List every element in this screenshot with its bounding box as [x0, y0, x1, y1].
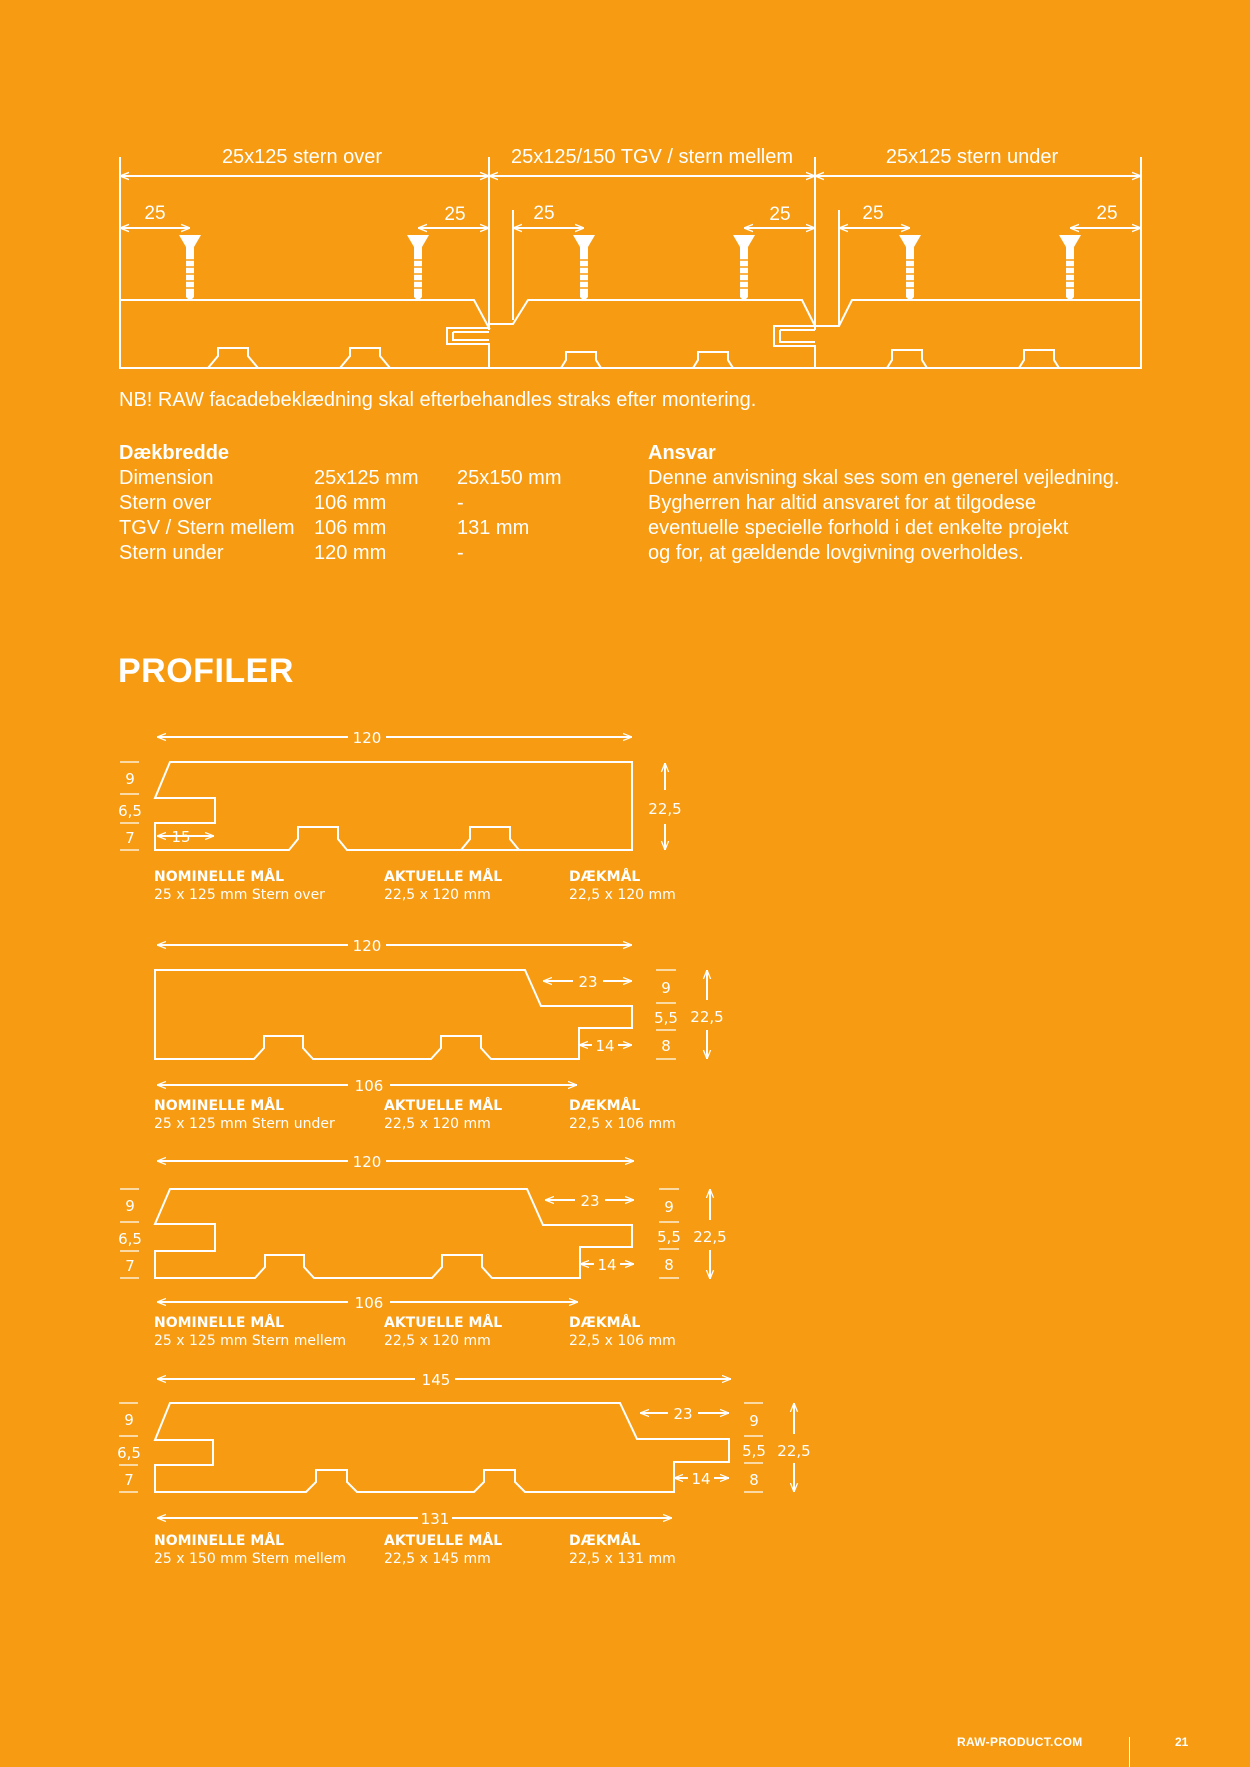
table-cell: 131 mm [457, 517, 530, 539]
profile-stern-over [120, 737, 665, 850]
dim-25: 25 [769, 204, 791, 225]
table-cell: 106 mm [314, 492, 387, 514]
responsibility-line: eventuelle specielle forhold i det enkelte projekt [648, 517, 1069, 539]
responsibility-line: og for, at gældende lovgivning overholdes. [648, 542, 1024, 564]
dim-right: 9 [661, 979, 671, 997]
actual-title: AKTUELLE MÅL [384, 869, 503, 885]
cover-label [569, 868, 676, 904]
nominal-label [154, 1097, 335, 1133]
nominal-title: NOMINELLE MÅL [154, 1315, 285, 1331]
nominal-title: NOMINELLE MÅL [154, 1533, 285, 1549]
dim-height: 22,5 [693, 1228, 727, 1246]
nominal-label [154, 1532, 346, 1568]
label-stern-under: 25x125 stern under [885, 146, 1059, 168]
dim-25: 25 [1096, 203, 1118, 224]
dim-width: 120 [352, 937, 382, 955]
cover-value: 22,5 x 120 mm [569, 887, 676, 903]
table-cell: - [457, 542, 464, 564]
dim-cover: 131 [420, 1510, 450, 1528]
dim-25: 25 [862, 203, 884, 224]
dim-notch: 14 [691, 1470, 711, 1488]
dim-bevel: 23 [578, 973, 598, 991]
dim-right: 8 [749, 1471, 759, 1489]
actual-value: 22,5 x 120 mm [384, 1116, 491, 1132]
dim-bevel: 23 [673, 1405, 693, 1423]
label-tgv-stern-mellem: 25x125/150 TGV / stern mellem [511, 146, 793, 168]
dim-notch: 14 [597, 1256, 617, 1274]
dim-left: 6,5 [118, 1230, 142, 1248]
responsibility-line: Denne anvisning skal ses som en generel vejledning. [648, 467, 1120, 489]
table-cell: - [457, 492, 464, 514]
cover-label [569, 1532, 676, 1568]
nominal-value: 25 x 125 mm Stern over [154, 887, 325, 903]
cover-title: DÆKMÅL [569, 1533, 641, 1549]
table-header-cell: Dimension [119, 467, 214, 489]
dim-left: 6,5 [117, 1444, 141, 1462]
page-number: 21 [1175, 1735, 1189, 1749]
profile-stern-mellem [120, 1161, 710, 1302]
profile-stern-mellem-150 [119, 1379, 794, 1518]
dim-right: 9 [664, 1198, 674, 1216]
actual-title: AKTUELLE MÅL [384, 1315, 503, 1331]
cover-value: 22,5 x 131 mm [569, 1551, 676, 1567]
nominal-value: 25 x 125 mm Stern under [154, 1116, 335, 1132]
profile-stern-under [155, 945, 707, 1085]
dim-cover: 106 [354, 1294, 384, 1312]
coverage-table-title: Dækbredde [119, 442, 230, 464]
nominal-title: NOMINELLE MÅL [154, 869, 285, 885]
table-header-cell: 25x125 mm [314, 467, 419, 489]
nominal-value: 25 x 150 mm Stern mellem [154, 1551, 347, 1567]
table-cell: Stern over [119, 492, 212, 514]
dim-right: 9 [749, 1412, 759, 1430]
dim-tongue: 15 [171, 828, 191, 846]
responsibility-line: Bygherren har altid ansvaret for at tilgodese [648, 492, 1036, 514]
nominal-label [154, 1314, 346, 1350]
dim-left: 7 [124, 1471, 134, 1489]
nominal-value: 25 x 125 mm Stern mellem [154, 1333, 347, 1349]
responsibility-title: Ansvar [648, 442, 716, 464]
cover-title: DÆKMÅL [569, 869, 641, 885]
dim-cover: 106 [354, 1077, 384, 1095]
footer-website[interactable]: RAW-PRODUCT.COM [957, 1735, 1083, 1749]
label-stern-over: 25x125 stern over [221, 146, 383, 168]
dim-25: 25 [144, 203, 166, 224]
actual-title: AKTUELLE MÅL [384, 1533, 503, 1549]
dim-bevel: 23 [580, 1192, 600, 1210]
actual-label [384, 868, 502, 904]
dim-height: 22,5 [777, 1442, 811, 1460]
dim-left: 7 [125, 1257, 135, 1275]
dim-left: 9 [124, 1411, 134, 1429]
dim-right: 8 [661, 1037, 671, 1055]
nominal-label [154, 868, 325, 904]
actual-value: 22,5 x 120 mm [384, 887, 491, 903]
actual-label [384, 1314, 502, 1350]
cover-label [569, 1097, 676, 1133]
cover-label [569, 1314, 676, 1350]
profiles-heading: PROFILER [118, 652, 294, 690]
dim-25: 25 [444, 204, 466, 225]
dim-right: 5,5 [657, 1228, 681, 1246]
cover-title: DÆKMÅL [569, 1098, 641, 1114]
dim-right: 5,5 [742, 1442, 766, 1460]
dim-right: 5,5 [654, 1009, 678, 1027]
cover-title: DÆKMÅL [569, 1315, 641, 1331]
footer-divider [1129, 1737, 1130, 1767]
dim-left: 9 [125, 1197, 135, 1215]
actual-title: AKTUELLE MÅL [384, 1098, 503, 1114]
treatment-note: NB! RAW facadebeklædning skal efterbehandles straks efter montering. [119, 389, 757, 411]
dim-height: 22,5 [690, 1008, 724, 1026]
actual-label [384, 1532, 502, 1568]
cover-value: 22,5 x 106 mm [569, 1333, 676, 1349]
actual-value: 22,5 x 120 mm [384, 1333, 491, 1349]
dim-notch: 14 [595, 1037, 615, 1055]
table-cell: 106 mm [314, 517, 387, 539]
dim-left: 9 [125, 770, 135, 788]
actual-label [384, 1097, 502, 1133]
actual-value: 22,5 x 145 mm [384, 1551, 491, 1567]
dim-height: 22,5 [648, 800, 682, 818]
table-cell: TGV / Stern mellem [119, 517, 295, 539]
table-cell: 120 mm [314, 542, 387, 564]
dim-25: 25 [533, 203, 555, 224]
nominal-title: NOMINELLE MÅL [154, 1098, 285, 1114]
table-header-cell: 25x150 mm [457, 467, 562, 489]
dim-left: 6,5 [118, 802, 142, 820]
dim-left: 7 [125, 829, 135, 847]
table-cell: Stern under [119, 542, 224, 564]
cover-value: 22,5 x 106 mm [569, 1116, 676, 1132]
dim-width: 120 [352, 729, 382, 747]
dim-right: 8 [664, 1256, 674, 1274]
dim-width: 145 [421, 1371, 451, 1389]
dim-width: 120 [352, 1153, 382, 1171]
